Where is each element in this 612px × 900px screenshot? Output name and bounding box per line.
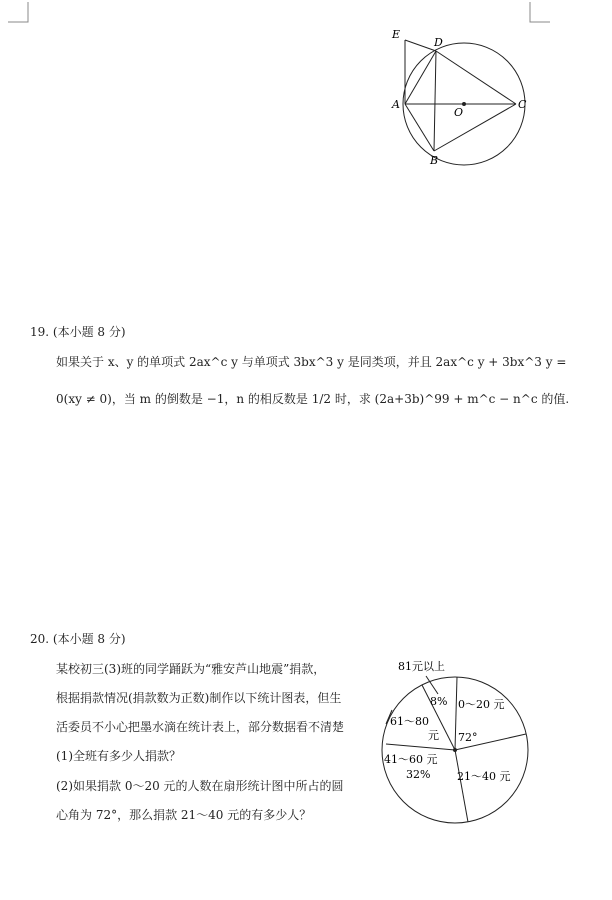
q19-header: 19. (本小题 8 分) bbox=[30, 325, 126, 339]
pie-label-21-40: 21～40 元 bbox=[457, 770, 511, 783]
pie-label-32pct: 32% bbox=[406, 768, 431, 781]
geometry-figure bbox=[380, 20, 540, 180]
label-A: A bbox=[392, 98, 400, 111]
q20-line6: 心角为 72°，那么捐款 21～40 元的有多少人？ bbox=[56, 808, 312, 822]
label-D: D bbox=[434, 36, 443, 49]
pie-label-61-80-a: 61～80 bbox=[390, 715, 429, 728]
pie-label-81-above: 81元以上 bbox=[398, 660, 445, 673]
pie-label-8pct: 8% bbox=[430, 695, 448, 708]
q20-line3: 活委员不小心把墨水滴在统计表上，部分数据看不清楚 bbox=[56, 720, 345, 734]
pie-label-41-60: 41～60 元 bbox=[384, 753, 438, 766]
label-E: E bbox=[392, 28, 401, 41]
pie-chart bbox=[370, 650, 550, 840]
q20-line5: (2)如果捐款 0～20 元的人数在扇形统计图中所占的圆 bbox=[56, 779, 344, 793]
q20-line1: 某校初三(3)班的同学踊跃为“雅安芦山地震”捐款， bbox=[56, 662, 326, 676]
q20-line2: 根据捐款情况(捐款数为正数)制作以下统计图表，但生 bbox=[56, 691, 342, 705]
q20-header: 20. (本小题 8 分) bbox=[30, 632, 126, 646]
q19-line2: 0(xy ≠ 0)，当 m 的倒数是 −1，n 的相反数是 1/2 时，求 (2a+3b)^99 + m^c − n^c 的值. bbox=[56, 392, 570, 406]
q19-line1: 如果关于 x、y 的单项式 2ax^c y 与单项式 3bx^3 y 是同类项，并且 2ax^c y + 3bx^3 y = bbox=[56, 355, 567, 369]
q20-line4: (1)全班有多少人捐款？ bbox=[56, 749, 181, 763]
pie-label-0-20: 0～20 元 bbox=[458, 698, 505, 711]
pie-label-61-80-b: 元 bbox=[428, 729, 439, 742]
corner-mark-left bbox=[0, 0, 40, 30]
label-O: O bbox=[454, 106, 464, 119]
label-C: C bbox=[518, 98, 527, 111]
pie-label-72deg: 72° bbox=[458, 731, 478, 744]
label-B: B bbox=[430, 154, 439, 167]
